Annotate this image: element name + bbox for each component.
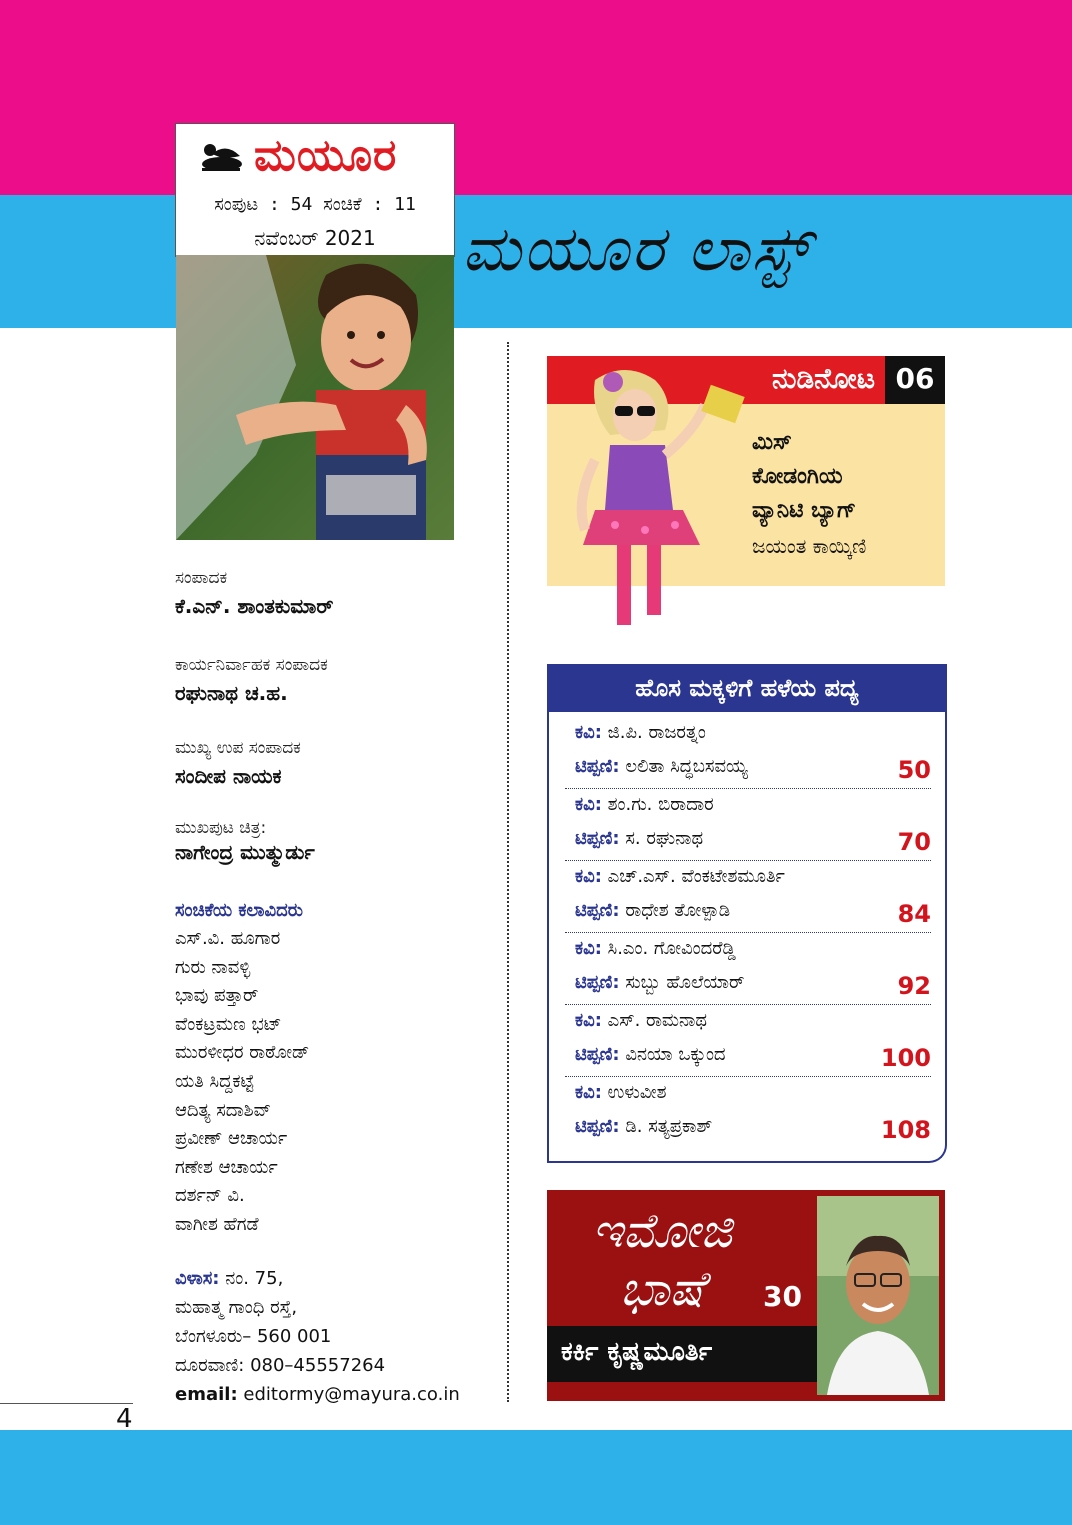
artist-item: ಯತಿ ಸಿದ್ದಕಟ್ಟೆ <box>175 1070 255 1092</box>
cover-photo-credit <box>175 818 315 864</box>
nudinota-feature[interactable] <box>547 356 945 586</box>
artist-item: ವೆಂಕಟ್ರಮಣ ಭಟ್ <box>175 1013 282 1035</box>
emoji-title-line: ಇಮೋಜಿ <box>591 1203 733 1259</box>
nudinota-label: ನುಡಿನೋಟ <box>771 362 875 395</box>
column-divider <box>507 342 509 1402</box>
artist-item: ಎಸ್.ವಿ. ಹೂಗಾರ <box>175 928 281 949</box>
email-value[interactable]: editormy@mayura.co.in <box>243 1384 460 1405</box>
poem-entry[interactable] <box>565 716 931 789</box>
poet-name: ಶಂ.ಗು. ಬಿರಾದಾರ <box>607 794 714 815</box>
nudinota-author: ಜಯಂತ ಕಾಯ್ಕಿಣಿ <box>752 534 867 558</box>
exec-editor-name: ರಘುನಾಥ ಚ.ಹ. <box>175 681 288 705</box>
address-line-2: ಮಹಾತ್ಮ ಗಾಂಧಿ ರಸ್ತೆ, <box>175 1297 298 1318</box>
note-label: ಟಿಪ್ಪಣಿ: <box>575 900 620 921</box>
nudinota-page-box <box>885 356 945 404</box>
emoji-title <box>557 1202 767 1318</box>
note-author: ಲಲಿತಾ ಸಿದ್ಧಬಸವಯ್ಯ <box>625 756 748 777</box>
emoji-feature[interactable] <box>547 1190 945 1401</box>
emoji-title-line: ಭಾಷೆ <box>619 1261 705 1317</box>
poet-label: ಕವಿ: <box>575 794 602 815</box>
cover-photo-name: ನಾಗೇಂದ್ರ ಮುತ್ಮುರ್ಡು <box>175 840 315 864</box>
note-author: ರಾಧೇಶ ತೋಳ್ಪಾಡಿ <box>625 900 731 921</box>
editor-name: ಕೆ.ಎನ್. ಶಾಂತಕುಮಾರ್ <box>175 594 334 618</box>
issue-date: ನವೆಂಬರ್ 2021 <box>254 226 376 250</box>
poem-page-number: 50 <box>897 756 931 784</box>
poet-label: ಕವಿ: <box>575 1082 602 1103</box>
nudinota-title-line: ಕೋಡಂಗಿಯ <box>752 464 843 489</box>
poet-label: ಕವಿ: <box>575 866 602 887</box>
editor-label: ಸಂಪಾದಕ <box>175 568 228 588</box>
phone-line: ದೂರವಾಣಿ: 080–45557264 <box>175 1355 386 1376</box>
bottom-cyan-band <box>0 1430 1072 1525</box>
top-pink-band <box>0 0 1072 195</box>
artists-label: ಸಂಚಿಕೆಯ ಕಲಾವಿದರು <box>175 900 304 921</box>
volume-issue: ಸಂಪುಟ : 54 ಸಂಚಿಕೆ : 11 <box>214 194 416 215</box>
logo-text: ಮಯೂರ <box>254 130 398 181</box>
artists-block <box>175 900 309 1240</box>
author-photo <box>817 1196 939 1395</box>
cover-photo <box>176 255 454 540</box>
note-label: ಟಿಪ್ಪಣಿ: <box>575 828 620 849</box>
poem-page-number: 100 <box>880 1044 931 1072</box>
email-label: email: <box>175 1384 238 1405</box>
artist-item: ಆದಿತ್ಯ ಸದಾಶಿವ್ <box>175 1099 272 1121</box>
masthead <box>175 123 455 257</box>
note-author: ಡಿ. ಸತ್ಯಪ್ರಕಾಶ್ <box>625 1116 713 1137</box>
artist-item: ಭಾವು ಪತ್ತಾರ್ <box>175 985 259 1007</box>
poet-label: ಕವಿ: <box>575 722 602 743</box>
nudinota-page: 06 <box>895 362 935 395</box>
artist-item: ವಾಗೀಶ ಹೆಗಡೆ <box>175 1213 259 1235</box>
clown-girl-illustration-icon <box>555 360 745 650</box>
poems-header <box>547 664 947 712</box>
address-label: ವಿಳಾಸ: <box>175 1268 220 1289</box>
exec-editor-label: ಕಾರ್ಯನಿರ್ವಾಹಕ ಸಂಪಾದಕ <box>175 655 328 675</box>
editor-credit <box>175 568 333 618</box>
note-label: ಟಿಪ್ಪಣಿ: <box>575 972 620 993</box>
note-label: ಟಿಪ್ಪಣಿ: <box>575 756 620 777</box>
emoji-author: ಕರ್ಕಿ ಕೃಷ್ಣಮೂರ್ತಿ <box>561 1337 713 1367</box>
artist-item: ದರ್ಶನ್ ವಿ. <box>175 1185 245 1207</box>
poem-entry[interactable] <box>565 932 931 1005</box>
emoji-page-number: 30 <box>763 1280 802 1313</box>
poem-page-number: 84 <box>897 900 931 928</box>
chief-sub-editor-name: ಸಂದೀಪ ನಾಯಕ <box>175 764 282 788</box>
poem-entry[interactable] <box>565 1004 931 1077</box>
poet-name: ಎಚ್.ಎಸ್. ವೆಂಕಟೇಶಮೂರ್ತಿ <box>607 866 785 887</box>
artist-item: ಗುರು ನಾವಳ್ಳಿ <box>175 956 251 978</box>
poet-name: ಎಸ್. ರಾಮನಾಥ <box>607 1010 708 1031</box>
artist-item: ಮುರಳೀಧರ ರಾಠೋಡ್ <box>175 1042 310 1064</box>
poet-name: ಸಿ.ಎಂ. ಗೋವಿಂದರೆಡ್ಡಿ <box>607 938 736 959</box>
address-line-3: ಬೆಂಗಳೂರು– 560 001 <box>175 1326 332 1347</box>
note-label: ಟಿಪ್ಪಣಿ: <box>575 1044 620 1065</box>
poem-entry[interactable] <box>565 788 931 861</box>
poet-name: ಜಿ.ಪಿ. ರಾಜರತ್ನಂ <box>607 722 706 743</box>
chief-sub-editor-label: ಮುಖ್ಯ ಉಪ ಸಂಪಾದಕ <box>175 738 301 758</box>
emoji-author-bar <box>547 1326 817 1382</box>
address-block <box>175 1264 460 1409</box>
peacock-logo-icon <box>196 138 246 174</box>
nudinota-title-line: ವ್ಯಾನಿಟಿ ಬ್ಯಾಗ್ <box>752 498 857 523</box>
poem-page-number: 92 <box>897 972 931 1000</box>
note-label: ಟಿಪ್ಪಣಿ: <box>575 1116 620 1137</box>
poem-page-number: 70 <box>897 828 931 856</box>
poem-entry[interactable] <box>565 860 931 933</box>
poet-name: ಉಳುವೀಶ <box>607 1082 667 1103</box>
poem-page-number: 108 <box>880 1116 931 1144</box>
poems-title: ಹೊಸ ಮಕ್ಕಳಿಗೆ ಹಳೆಯ ಪದ್ಯ <box>635 674 859 702</box>
section-title: ಮಯೂರ ಲಾಸ್ಟ್ <box>462 212 811 285</box>
note-author: ಸ. ರಘುನಾಥ <box>625 828 704 849</box>
note-author: ವಿನಯಾ ಒಕ್ಕುಂದ <box>625 1044 726 1065</box>
note-author: ಸುಬ್ಬು ಹೊಲೆಯಾರ್ <box>625 972 745 993</box>
nudinota-title-line: ಮಿಸ್ <box>752 430 792 455</box>
poet-label: ಕವಿ: <box>575 938 602 959</box>
cover-photo-label: ಮುಖಪುಟ ಚಿತ್ರ: <box>175 818 267 838</box>
artist-item: ಗಣೇಶ ಆಚಾರ್ಯ <box>175 1156 278 1178</box>
page-number-rule <box>0 1403 133 1404</box>
poet-label: ಕವಿ: <box>575 1010 602 1031</box>
page-number: 4 <box>116 1404 133 1434</box>
chief-sub-editor-credit <box>175 738 301 788</box>
poems-feature <box>547 664 947 1163</box>
address-line-1: ನಂ. 75, <box>225 1268 284 1289</box>
artist-item: ಪ್ರವೀಣ್ ಆಚಾರ್ಯ <box>175 1128 288 1150</box>
exec-editor-credit <box>175 655 328 705</box>
poem-entry[interactable] <box>565 1076 931 1148</box>
